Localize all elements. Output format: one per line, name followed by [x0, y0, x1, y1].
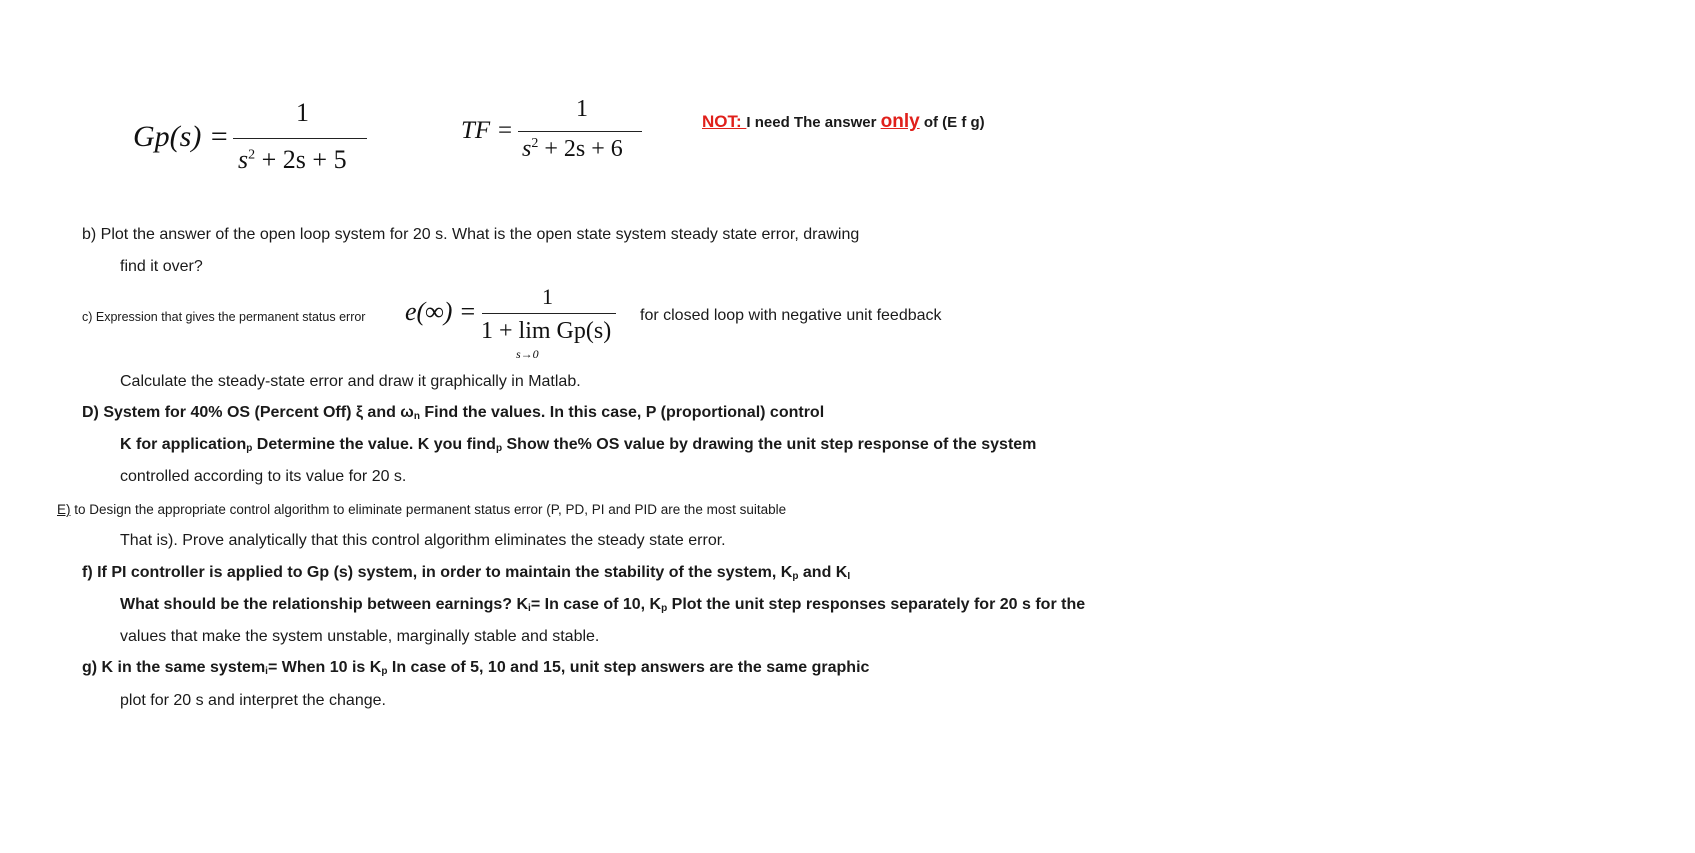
note-text-before: I need The answer	[746, 114, 881, 131]
note-highlight: only	[880, 111, 920, 132]
d-line2-sub: p	[246, 443, 253, 454]
question-f-line2	[120, 596, 1085, 614]
f-line2-c: Plot the unit step responses separately for 20 s for the	[667, 596, 1086, 613]
g-line1-b: = When 10 is K	[267, 659, 382, 676]
question-c-intro: c) Expression that gives the permanent status error	[82, 310, 366, 324]
tf-lhs: TF =	[461, 117, 514, 144]
question-f-line3: values that make the system unstable, marginally stable and stable.	[120, 628, 600, 645]
gp-fraction-line	[233, 138, 367, 139]
gp-den-exp: 2	[248, 147, 256, 163]
d-line1-sub: n	[413, 411, 420, 422]
question-b-line1: b) Plot the answer of the open loop system for 20 s. What is the open state system steady state error, drawing	[82, 226, 860, 243]
e-line1-text: to Design the appropriate control algorithm to eliminate permanent status error (P, PD, PI and PID are the most suitable	[70, 502, 787, 517]
tf-numerator: 1	[576, 96, 588, 122]
f-line2-sub: i	[528, 603, 531, 614]
e-fraction-line	[482, 313, 616, 314]
gp-numerator: 1	[296, 98, 309, 127]
e-limit-sub: s→0	[516, 347, 539, 361]
d-line1-text: D) System for 40% OS (Percent Off) ξ and ω	[82, 404, 414, 421]
e-numerator: 1	[542, 284, 553, 309]
f-line1-sub: p	[792, 571, 799, 582]
question-g-line1	[82, 659, 869, 677]
e-lhs: e(∞) =	[405, 297, 477, 326]
e-label: E)	[57, 502, 71, 517]
gp-denominator	[238, 145, 347, 175]
note-text-after: of (E f g)	[919, 114, 985, 131]
note-line	[702, 111, 985, 133]
e-denominator: 1 + lim Gp(s)	[481, 318, 612, 344]
d-line2-a: K for application	[120, 436, 247, 453]
f-line2-sub2: p	[661, 603, 668, 614]
question-e-line2: That is). Prove analytically that this control algorithm eliminates the steady state error.	[120, 532, 726, 549]
tf-denominator	[522, 136, 623, 163]
g-line1-sub: i	[265, 666, 268, 677]
tf-den-s: s	[522, 136, 532, 162]
g-line1-a: g) K in the same system	[82, 659, 266, 676]
question-b-line2: find it over?	[120, 258, 203, 275]
d-line2-sub2: p	[495, 443, 503, 454]
question-c-suffix: for closed loop with negative unit feedback	[640, 307, 942, 324]
tf-den-exp: 2	[531, 136, 539, 151]
d-line1-rest: Find the values. In this case, P (proportional) control	[419, 404, 825, 421]
note-label: NOT:	[702, 112, 747, 131]
question-c-line2: Calculate the steady-state error and draw it graphically in Matlab.	[120, 373, 581, 390]
question-d-line2	[120, 436, 1036, 454]
question-e-line1	[57, 502, 786, 517]
g-line1-c: In case of 5, 10 and 15, unit step answers are the same graphic	[387, 659, 870, 676]
gp-lhs: Gp(s) =	[133, 120, 230, 153]
d-line2-c: Show the% OS value by drawing the unit step response of the system	[502, 436, 1037, 453]
g-line1-sub2: p	[381, 666, 388, 677]
tf-fraction-line	[518, 131, 642, 132]
question-d-line1	[82, 404, 824, 422]
question-d-line3: controlled according to its value for 20 s.	[120, 468, 407, 485]
f-line1-a: f) If PI controller is applied to Gp (s) system, in order to maintain the stability of the system, K	[82, 564, 793, 581]
f-line1-b: and K	[798, 564, 848, 581]
tf-den-rest: + 2s + 6	[538, 136, 623, 162]
question-g-line2: plot for 20 s and interpret the change.	[120, 692, 386, 709]
gp-den-s: s	[238, 145, 249, 174]
f-line1-sub2: I	[847, 571, 851, 582]
d-line2-b: Determine the value. K you find	[252, 436, 496, 453]
f-line2-a: What should be the relationship between earnings? K	[120, 596, 529, 613]
gp-den-rest: + 2s + 5	[255, 145, 347, 174]
question-f-line1	[82, 564, 850, 582]
f-line2-b: = In case of 10, K	[530, 596, 662, 613]
